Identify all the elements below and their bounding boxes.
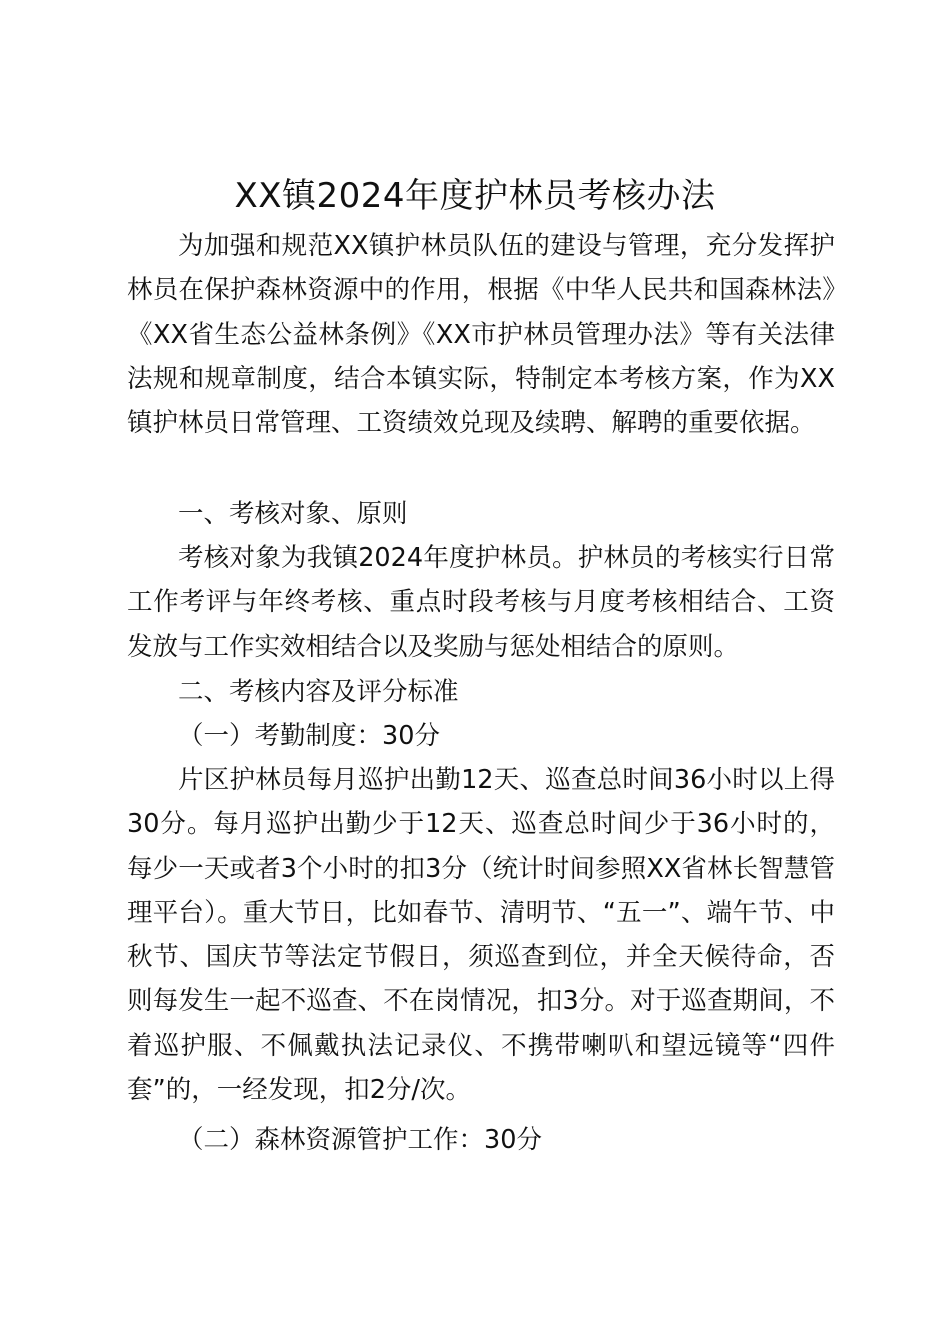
document-title: XX镇2024年度护林员考核办法 [234,176,716,216]
subsection-heading-1: （一）考勤制度：30分 [178,721,440,751]
subsection-heading-2: （二）森林资源管护工作：30分 [178,1125,542,1155]
intro-paragraph: 为加强和规范XX镇护林员队伍的建设与管理，充分发挥护林员在保护森林资源中的作用，根据《中华人民共和国森林法》《XX省生态公益林条例》《XX市护林员管理办法》等有关法律法规和规章制度，结合本镇实际，特制定本考核方案，作为XX镇护林员日常管理、工资绩效兑现及续聘、解聘的重要依据。 [127,231,835,439]
section-heading-1: 一、考核对象、原则 [178,499,408,529]
section-heading-2: 二、考核内容及评分标准 [178,677,459,707]
subsection-1-paragraph: 片区护林员每月巡护出勤12天、巡查总时间36小时以上得30分。每月巡护出勤少于12天、巡查总时间少于36小时的，每少一天或者3个小时的扣3分（统计时间参照XX省林长智慧管理平台）。重大节日，比如春节、清明节、“五一”、端午节、中秋节、国庆节等法定节假日，须巡查到位，并全天候待命，否则每发生一起不巡查、不在岗情况，扣3分。对于巡查期间，不着巡护服、不佩戴执法记录仪、不携带喇叭和望远镜等“四件套”的，一经发现，扣2分/次。 [127,765,835,1106]
section-1-paragraph: 考核对象为我镇2024年度护林员。护林员的考核实行日常工作考评与年终考核、重点时段考核与月度考核相结合、工资发放与工作实效相结合以及奖励与惩处相结合的原则。 [127,543,835,662]
